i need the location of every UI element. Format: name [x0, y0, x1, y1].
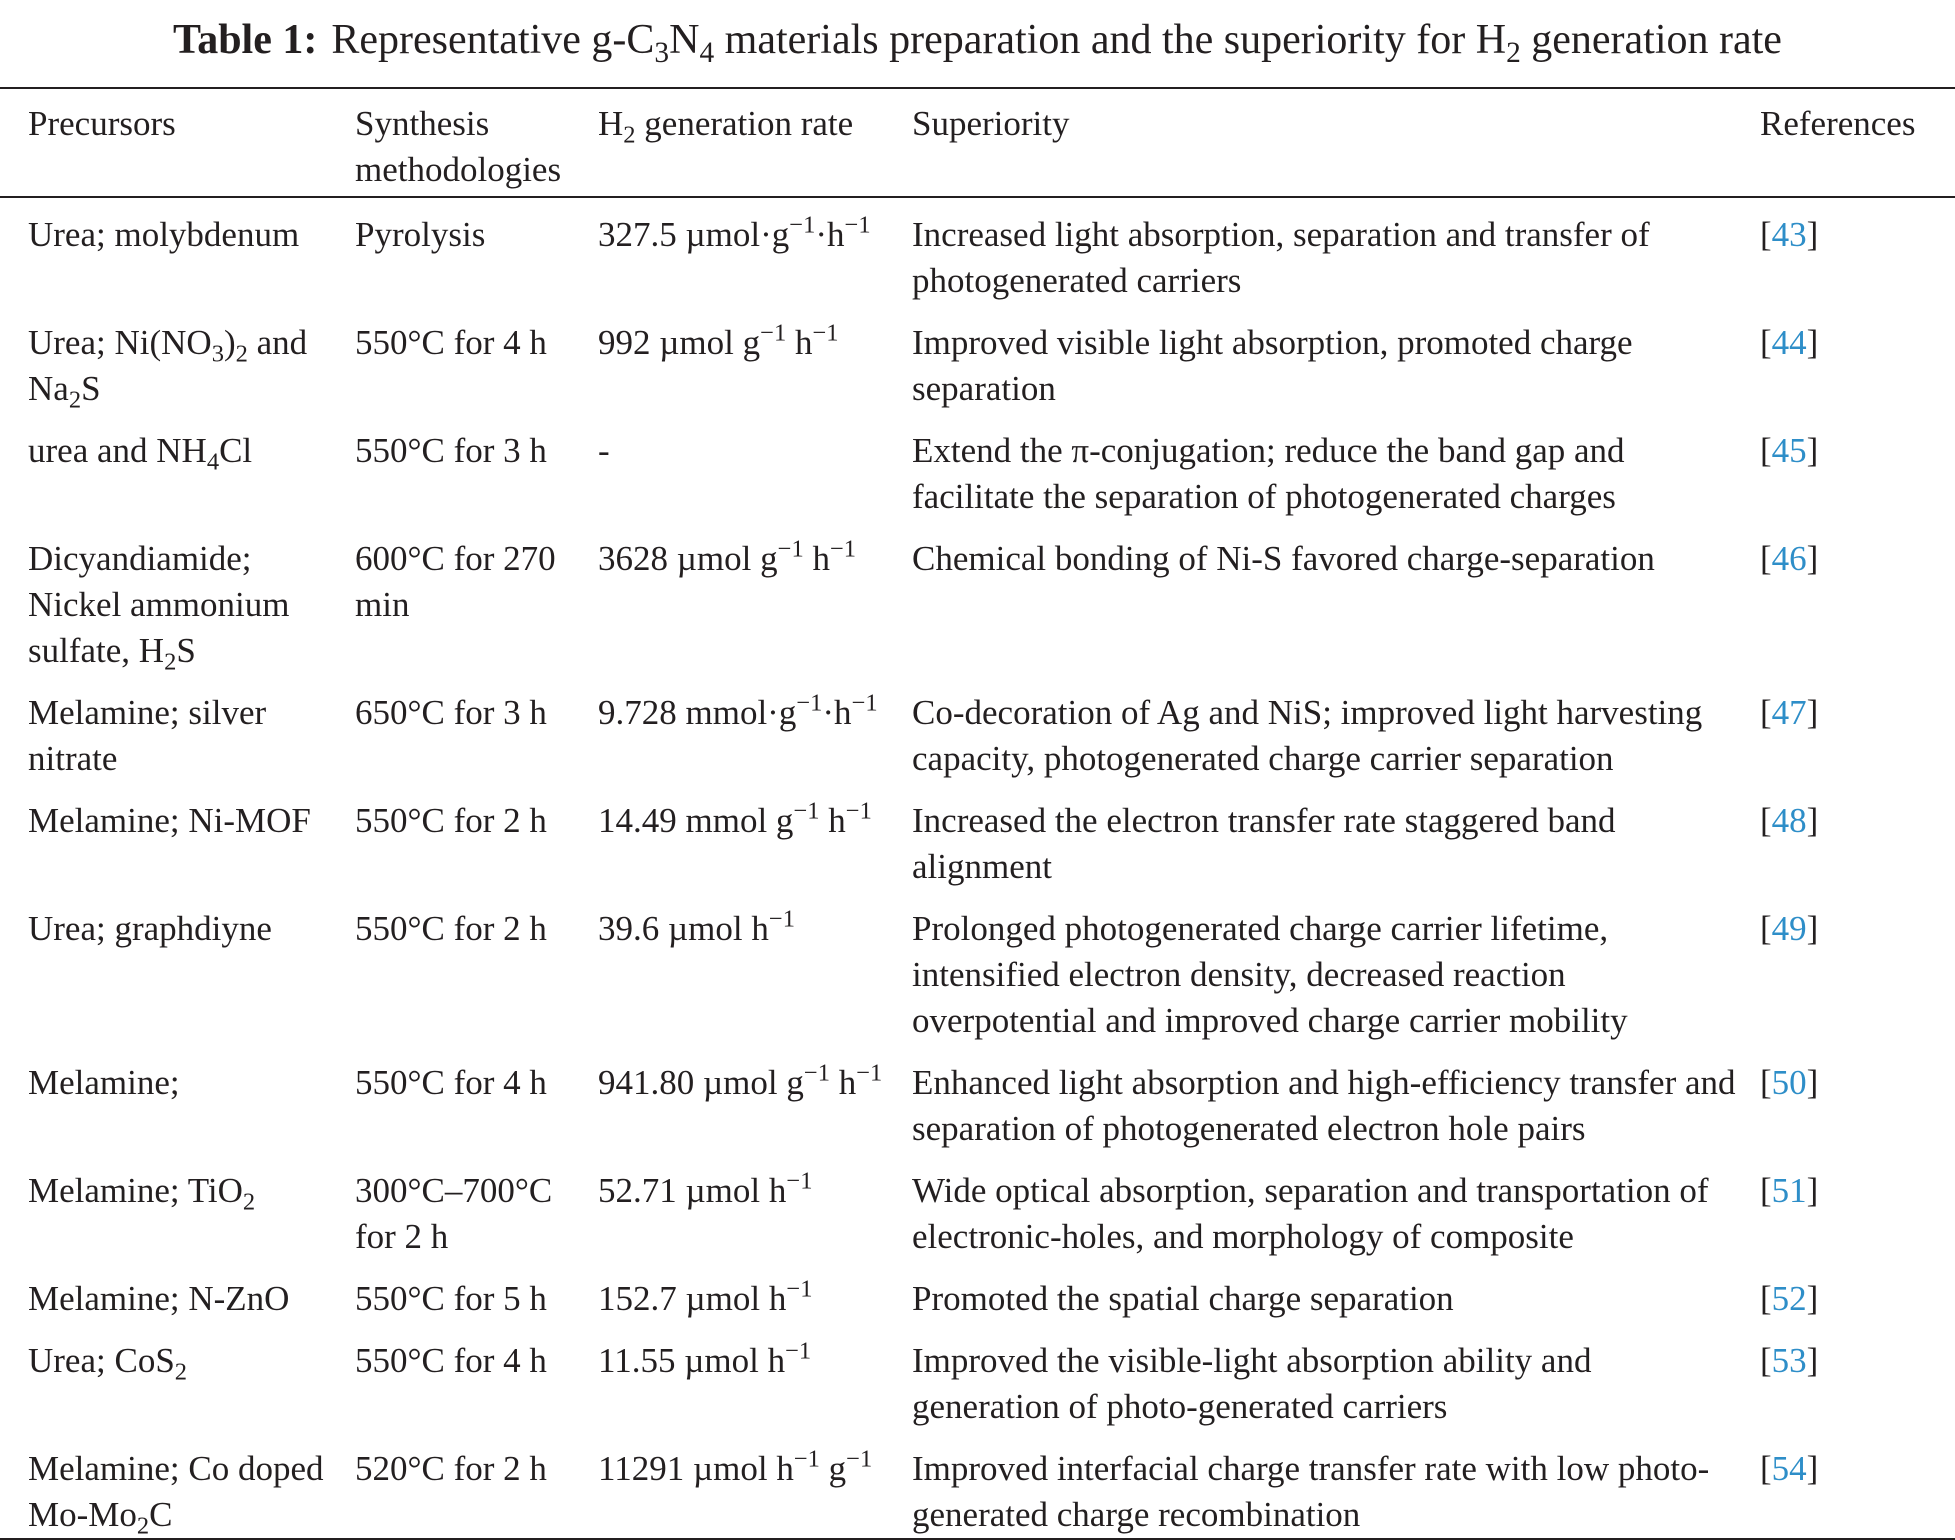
data-table	[0, 87, 1955, 1540]
table-row	[0, 1436, 1955, 1539]
cell-reference	[1760, 680, 1955, 788]
cell-rate: 3628 µmol $g^{-1}$ $h^{-1}$	[598, 535, 857, 578]
cell-rate: 11.55 µmol $h^{-1}$	[598, 1337, 812, 1380]
table-row	[0, 1328, 1955, 1436]
cell-synthesis: 520°C for 2 h	[355, 1449, 547, 1488]
cell-synthesis: 650°C for 3 h	[355, 693, 547, 732]
reference-bracket: ]	[1806, 1279, 1819, 1318]
cell-synthesis: 550°C for 2 h	[355, 801, 547, 840]
cell-rate: 327.5 $\mu mol\cdot g^{-1}\cdot h^{-1}$	[598, 211, 871, 254]
reference-bracket: ]	[1806, 1171, 1819, 1210]
cell-reference	[1760, 1158, 1955, 1266]
header-references: References	[1760, 104, 1916, 143]
cell-precursors: Urea; $Ni(NO_3)_2$ and $Na_2S$	[28, 323, 308, 414]
reference-link[interactable]: 50	[1771, 1063, 1807, 1102]
cell-synthesis: 550°C for 4 h	[355, 1341, 547, 1380]
cell-precursors: Urea; CoS$_2$	[28, 1341, 188, 1386]
reference-bracket: [	[1760, 1341, 1772, 1380]
cell-superiority: Increased the electron transfer rate staggered band alignment	[912, 801, 1616, 886]
header-superiority: Superiority	[912, 104, 1070, 143]
reference-bracket: [	[1760, 909, 1772, 948]
cell-rate: 11291 µmol $h^{-1}$ $g^{-1}$	[598, 1445, 873, 1488]
reference-bracket: ]	[1806, 215, 1819, 254]
reference-link[interactable]: 45	[1771, 431, 1807, 470]
table-caption	[0, 10, 1955, 70]
cell-synthesis: 550°C for 4 h	[355, 1063, 547, 1102]
reference-bracket: [	[1760, 431, 1772, 470]
cell-precursors: Melamine; Ni-MOF	[28, 801, 311, 840]
reference-bracket: ]	[1806, 1063, 1819, 1102]
cell-rate: 152.7 µmol $h^{-1}$	[598, 1275, 813, 1318]
table-row	[0, 788, 1955, 896]
cell-rate: 941.80 µmol $g^{-1}$ $h^{-1}$	[598, 1059, 883, 1102]
cell-precursors: Melamine; silver nitrate	[28, 693, 267, 778]
cell-rate: 992 µmol $g^{-1}$ $h^{-1}$	[598, 319, 839, 362]
header-synthesis: Synthesis methodologies	[355, 104, 562, 189]
cell-rate: 14.49 mmol $g^{-1}$ $h^{-1}$	[598, 797, 872, 840]
table-row	[0, 680, 1955, 788]
reference-bracket: [	[1760, 1063, 1772, 1102]
reference-bracket: [	[1760, 215, 1772, 254]
table-row	[0, 896, 1955, 1050]
reference-link[interactable]: 48	[1771, 801, 1807, 840]
cell-superiority: Prolonged photogenerated charge carrier lifetime, intensified electron density, decreased reaction overpotential and improved charge carrier mobility	[912, 909, 1628, 1040]
reference-bracket: [	[1760, 1279, 1772, 1318]
cell-reference	[1760, 788, 1955, 896]
cell-synthesis: 550°C for 2 h	[355, 909, 547, 948]
cell-reference	[1760, 310, 1955, 418]
reference-link[interactable]: 52	[1771, 1279, 1807, 1318]
reference-bracket: [	[1760, 1171, 1772, 1210]
cell-reference	[1760, 418, 1955, 526]
cell-reference	[1760, 1050, 1955, 1158]
reference-bracket: ]	[1806, 539, 1819, 578]
cell-superiority: Improved the visible-light absorption ability and generation of photo-generated carriers	[912, 1341, 1592, 1426]
cell-reference	[1760, 197, 1955, 310]
cell-reference	[1760, 896, 1955, 1050]
cell-precursors: Melamine; Co doped $Mo-Mo_2C$	[28, 1449, 324, 1540]
header-precursors: Precursors	[28, 104, 176, 143]
table-row	[0, 1266, 1955, 1328]
cell-synthesis: Pyrolysis	[355, 215, 486, 254]
reference-bracket: ]	[1806, 801, 1819, 840]
cell-reference	[1760, 1436, 1955, 1539]
reference-link[interactable]: 51	[1771, 1171, 1807, 1210]
reference-link[interactable]: 53	[1771, 1341, 1807, 1380]
cell-rate: 52.71 µmol $h^{-1}$	[598, 1167, 813, 1210]
header-row	[0, 88, 1955, 197]
cell-superiority: Co-decoration of Ag and NiS; improved light harvesting capacity, photogenerated charge carrier separation	[912, 693, 1703, 778]
cell-rate: 39.6 µmol $h^{-1}$	[598, 905, 795, 948]
cell-precursors: Urea; molybdenum	[28, 215, 300, 254]
reference-bracket: ]	[1806, 1341, 1819, 1380]
cell-superiority: Promoted the spatial charge separation	[912, 1279, 1454, 1318]
table-row	[0, 1050, 1955, 1158]
reference-link[interactable]: 43	[1771, 215, 1807, 254]
cell-reference	[1760, 1266, 1955, 1328]
table-row	[0, 310, 1955, 418]
cell-precursors: Melamine; N-ZnO	[28, 1279, 290, 1318]
cell-synthesis: 300°C–700°C for 2 h	[355, 1171, 553, 1256]
cell-precursors: Dicyandiamide; Nickel ammonium sulfate, $H_2S$	[28, 539, 290, 676]
reference-link[interactable]: 46	[1771, 539, 1807, 578]
table-row	[0, 1158, 1955, 1266]
reference-bracket: [	[1760, 693, 1772, 732]
cell-superiority: Improved visible light absorption, promoted charge separation	[912, 323, 1633, 408]
table-body	[0, 197, 1955, 1539]
cell-precursors: Melamine; TiO$_2$	[28, 1171, 256, 1216]
reference-bracket: [	[1760, 1449, 1772, 1488]
reference-link[interactable]: 54	[1771, 1449, 1807, 1488]
reference-bracket: [	[1760, 801, 1772, 840]
cell-superiority: Increased light absorption, separation and transfer of photogenerated carriers	[912, 215, 1650, 300]
cell-superiority: Chemical bonding of Ni-S favored charge-separation	[912, 539, 1655, 578]
cell-superiority: Enhanced light absorption and high-efficiency transfer and separation of photogenerated electron hole pairs	[912, 1063, 1736, 1148]
cell-superiority: Wide optical absorption, separation and transportation of electronic-holes, and morphology of composite	[912, 1171, 1709, 1256]
cell-reference	[1760, 526, 1955, 680]
cell-synthesis: 550°C for 3 h	[355, 431, 547, 470]
reference-bracket: ]	[1806, 1449, 1819, 1488]
cell-precursors: Melamine;	[28, 1063, 180, 1102]
cell-rate: 9.728 $mmol\cdot g^{-1}\cdot h^{-1}$	[598, 689, 878, 732]
cell-synthesis: 600°C for 270 min	[355, 539, 556, 624]
table-caption-text: Representative $g-C_3N_4$ materials preparation and the superiority for $H_2$ generation rate	[331, 17, 1782, 69]
cell-synthesis: 550°C for 4 h	[355, 323, 547, 362]
header-rate: $H_2$ generation rate	[598, 104, 854, 149]
reference-bracket: ]	[1806, 323, 1819, 362]
reference-bracket: ]	[1806, 909, 1819, 948]
table-row	[0, 526, 1955, 680]
table-row	[0, 197, 1955, 310]
reference-bracket: ]	[1806, 693, 1819, 732]
table-caption-label: Table 1:	[173, 17, 318, 63]
cell-superiority: Improved interfacial charge transfer rate with low photo-generated charge recombination	[912, 1449, 1710, 1534]
cell-reference	[1760, 1328, 1955, 1436]
reference-link[interactable]: 47	[1771, 693, 1807, 732]
reference-bracket: [	[1760, 539, 1772, 578]
table-header	[0, 88, 1955, 197]
reference-bracket: [	[1760, 323, 1772, 362]
reference-link[interactable]: 49	[1771, 909, 1807, 948]
table-row	[0, 418, 1955, 526]
reference-bracket: ]	[1806, 431, 1819, 470]
cell-superiority: Extend the π-conjugation; reduce the band gap and facilitate the separation of photogenerated charges	[912, 431, 1625, 516]
cell-precursors: urea and $NH_4Cl$	[28, 431, 253, 476]
cell-synthesis: 550°C for 5 h	[355, 1279, 547, 1318]
cell-rate: -	[598, 431, 610, 470]
reference-link[interactable]: 44	[1771, 323, 1807, 362]
cell-precursors: Urea; graphdiyne	[28, 909, 272, 948]
